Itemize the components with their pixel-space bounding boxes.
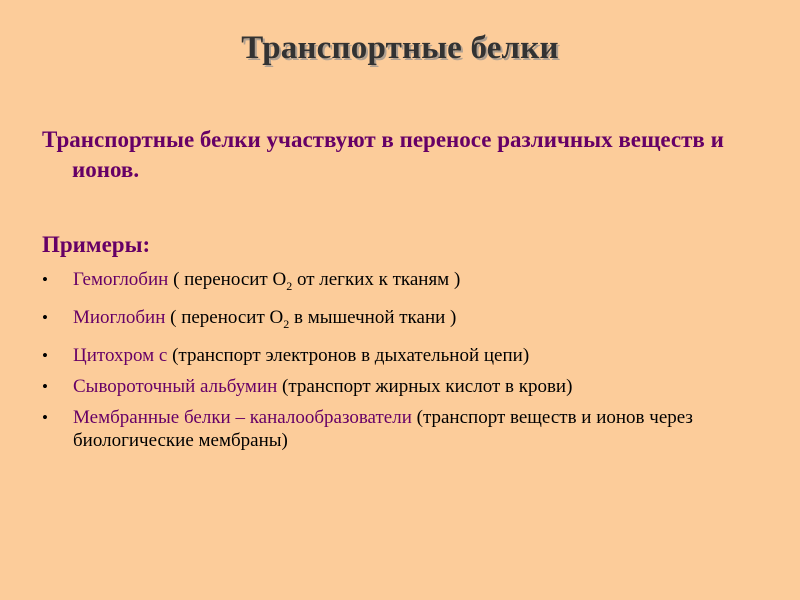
protein-description: (транспорт веществ и ионов через биологические мембраны) [73, 406, 693, 451]
protein-description: (транспорт электронов в дыхательной цепи) [167, 344, 530, 366]
list-item [42, 344, 742, 367]
list-item [42, 406, 742, 452]
protein-name: Гемоглобин [73, 269, 169, 290]
slide-title: Транспортные белки [241, 30, 559, 66]
examples-list [42, 268, 742, 460]
bullet-icon: • [42, 270, 48, 289]
examples-heading: Примеры: [42, 232, 151, 257]
subscript: 2 [286, 278, 293, 293]
protein-description: (транспорт жирных кислот в крови) [277, 375, 573, 397]
bullet-icon: • [42, 376, 48, 396]
bullet-icon: • [42, 307, 48, 327]
bullet-icon: • [42, 407, 48, 427]
bullet-icon: • [42, 345, 48, 365]
protein-description: ( переносит $O_2$ в мышечной ткани ) [165, 306, 457, 331]
protein-name: Миоглобин [73, 306, 166, 328]
protein-name: Сывороточный альбумин [73, 375, 278, 397]
protein-description: ( переносит $O_2$ от легких к тканям ) [168, 269, 461, 293]
list-item [42, 375, 742, 398]
protein-name: Мембранные белки – каналообразователи [73, 406, 412, 428]
list-item [42, 268, 742, 298]
list-item [42, 306, 742, 336]
intro-text: Транспортные белки участвуют в переносе различных веществ и ионов. [42, 127, 724, 182]
subscript: 2 [283, 316, 290, 331]
protein-name: Цитохром с [73, 344, 168, 366]
